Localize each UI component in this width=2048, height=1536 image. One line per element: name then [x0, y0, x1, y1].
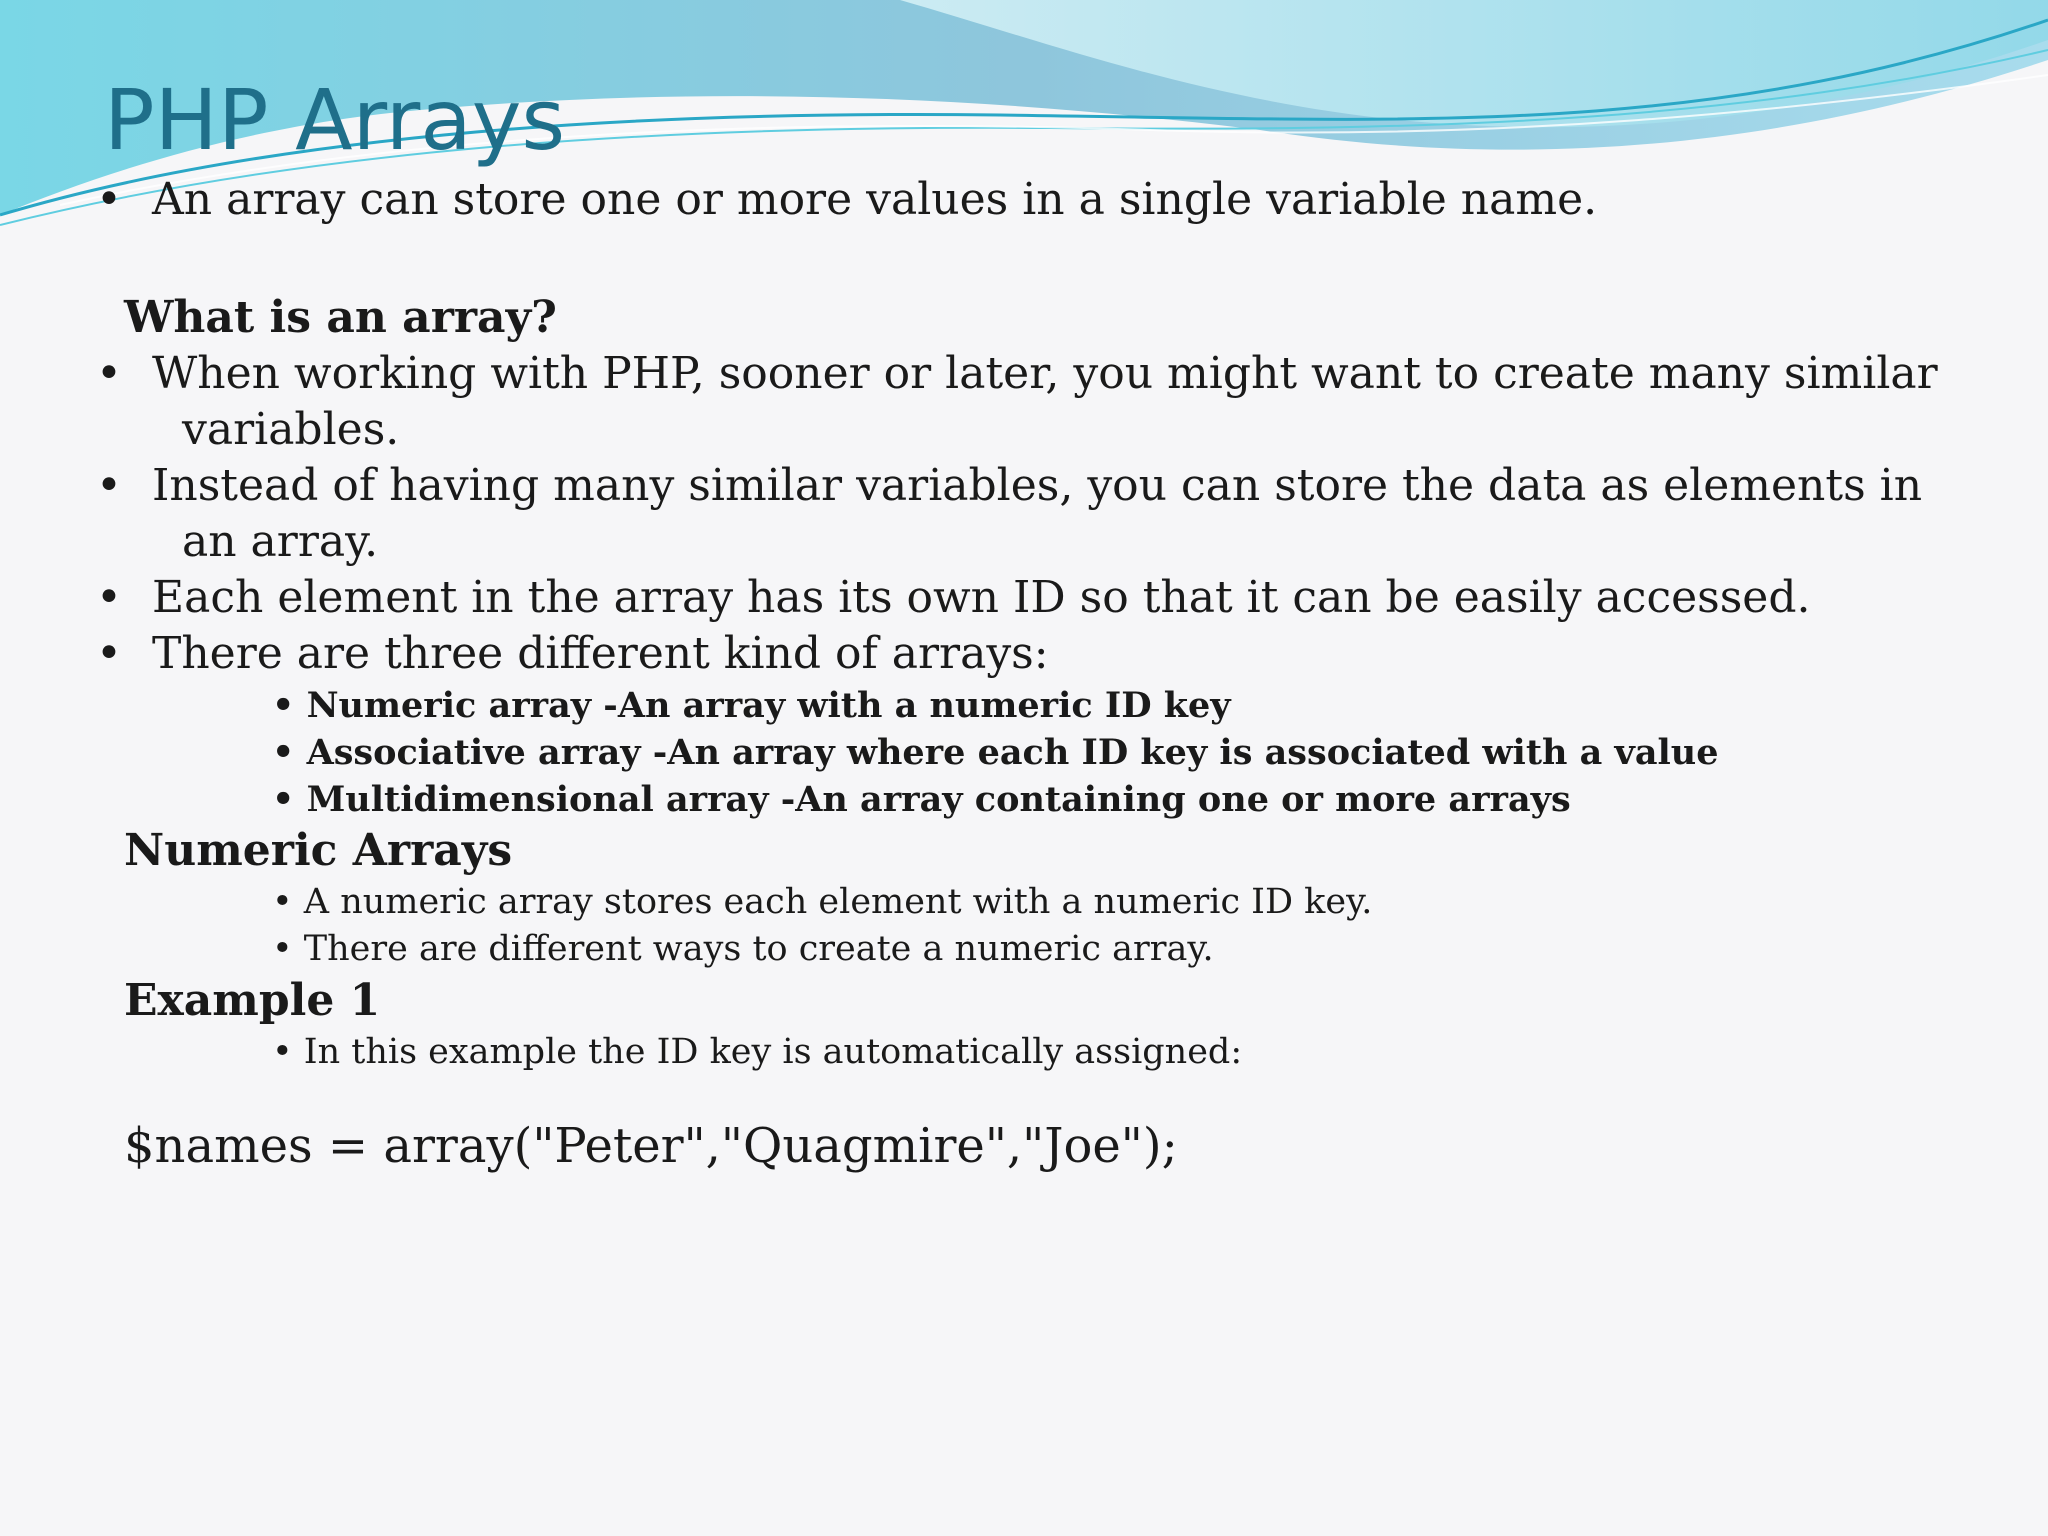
bullet-text-continued: variables. [182, 404, 400, 455]
bullet-many-variables [96, 346, 2004, 458]
bullet-dot: • [96, 628, 122, 679]
bullet-dot: • [272, 1032, 293, 1072]
bullet-dot: • [272, 685, 295, 726]
kind-numeric [124, 682, 2004, 729]
intro-bullet [96, 172, 2004, 228]
section-heading-what-is-array: What is an array? [124, 292, 557, 343]
bullet-dot: • [272, 882, 293, 922]
bullet-text: Each element in the array has its own ID so that it can be easily accessed. [152, 572, 1811, 623]
bullet-three-kinds [96, 626, 2004, 682]
bullet-text: There are three different kind of arrays: [152, 628, 1049, 679]
bullet-text-continued: an array. [182, 516, 379, 567]
bullet-text: There are different ways to create a numeric array. [303, 929, 1214, 969]
kind-text: Multidimensional array -An array containing one or more arrays [306, 779, 1571, 820]
bullet-dot: • [96, 460, 122, 511]
bullet-own-id [96, 570, 2004, 626]
bullet-dot: • [272, 732, 295, 773]
bullet-text: A numeric array stores each element with a numeric ID key. [303, 882, 1373, 922]
slide-body [96, 172, 2004, 1176]
slide-title: PHP Arrays [104, 71, 566, 169]
bullet-dot: • [272, 929, 293, 969]
kind-associative [124, 729, 2004, 776]
bullet-dot: • [96, 348, 122, 399]
section-heading-numeric-arrays: Numeric Arrays [124, 825, 513, 876]
kind-multidimensional [124, 776, 2004, 823]
bullet-dot: • [272, 779, 295, 820]
example-bullet [124, 1029, 2004, 1076]
bullet-text: When working with PHP, sooner or later, you might want to create many similar [152, 348, 1938, 399]
numeric-bullet-1 [124, 879, 2004, 926]
code-example: $names = array("Peter","Quagmire","Joe"); [124, 1118, 1178, 1174]
kind-text: Numeric array -An array with a numeric ID key [306, 685, 1231, 726]
bullet-dot: • [96, 572, 122, 623]
bullet-dot: • [96, 174, 122, 225]
bullet-store-as-elements [96, 458, 2004, 570]
intro-text: An array can store one or more values in a single variable name. [152, 174, 1598, 225]
kind-text: Associative array -An array where each ID key is associated with a value [306, 732, 1719, 773]
bullet-text: In this example the ID key is automatically assigned: [303, 1032, 1243, 1072]
section-heading-example-1: Example 1 [124, 975, 381, 1026]
numeric-bullet-2 [124, 926, 2004, 973]
bullet-text: Instead of having many similar variables, you can store the data as elements in [152, 460, 1923, 511]
